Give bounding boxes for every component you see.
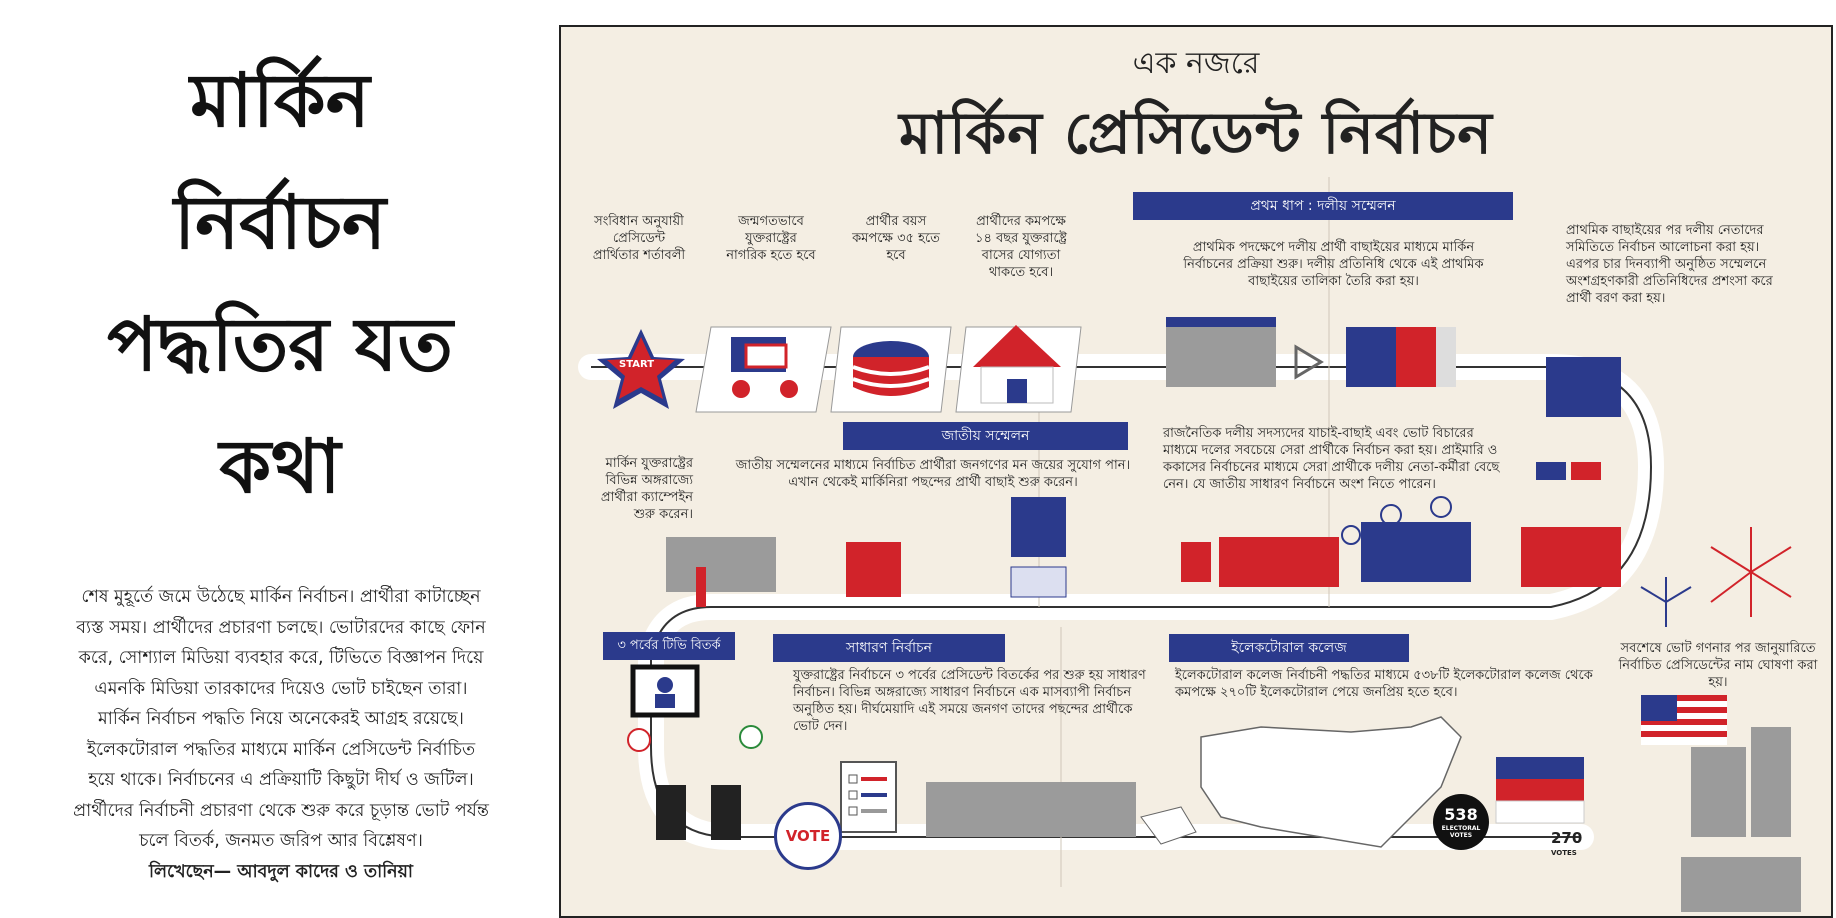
article-intro bbox=[28, 582, 534, 887]
requirement-age: প্রার্থীর বয়স কমপক্ষে ৩৫ হতে হবে bbox=[852, 214, 940, 263]
vote-badge: VOTE bbox=[774, 802, 842, 870]
electoral-college-heading: ইলেকটোরাল কলেজ bbox=[1169, 634, 1409, 662]
convention-text: প্রাথমিক বাছাইয়ের পর দলীয় নেতাদের সমিতিতে নির্বাচন আলোচনা করা হয়। এরপর চার দিনব্যাপী অনুষ্ঠিত সম্মেলনে অংশগ্রহণকারী প্রতিনিধিদের প্রশংসা করে প্রার্থী বরণ করা হয়। bbox=[1566, 223, 1773, 306]
electoral-college-text: ইলেকটোরাল কলেজ নির্বাচনী পদ্ধতির মাধ্যমে ৫৩৮টি ইলেকটোরাল কলেজ থেকে কমপক্ষে ২৭০টি ইলেকটোরাল পেয়ে জনপ্রিয় হতে হবে। bbox=[1175, 668, 1593, 700]
infographic-title: মার্কিন প্রেসিডেন্ট নির্বাচন bbox=[899, 99, 1493, 167]
requirement-citizen: জন্মগতভাবে যুক্তরাষ্ট্রের নাগরিক হতে হবে bbox=[726, 214, 816, 263]
headline-line-4: কথা bbox=[219, 424, 341, 510]
house-icon bbox=[956, 325, 1081, 412]
ballot-paper-icon bbox=[841, 762, 896, 832]
headline-line-1: মার্কিন bbox=[190, 58, 370, 144]
infographic-kicker: এক নজরে bbox=[1132, 46, 1260, 81]
headline-line-3: পদ্ধতির যত bbox=[107, 302, 453, 388]
byline: লিখেছেন— আবদুল কাদের ও তানিয়া bbox=[149, 861, 413, 882]
national-convention-heading: জাতীয় সম্মেলন bbox=[843, 422, 1128, 450]
fireworks-icon bbox=[1641, 527, 1791, 627]
intro-line: করে, সোশ্যাল মিডিয়া ব্যবহার করে, টিভিতে বিজ্ঞাপন দিয়ে bbox=[78, 648, 484, 668]
badge-270: 270 bbox=[1551, 829, 1583, 847]
headline-line-2: নির্বাচন bbox=[173, 180, 387, 266]
intro-line: মার্কিন নির্বাচন পদ্ধতি নিয়ে অনেকেরই আগ্রহ রয়েছে। bbox=[98, 709, 464, 729]
stage1-heading: প্রথম ধাপ : দলীয় সম্মেলন bbox=[1133, 192, 1513, 220]
requirement-residency: প্রার্থীদের কমপক্ষে ১৪ বছর যুক্তরাষ্ট্রে বাসের যোগ্যতা থাকতে হবে। bbox=[975, 214, 1067, 280]
infographic-panel bbox=[559, 25, 1833, 918]
article-headline bbox=[30, 40, 530, 528]
primaries-text: রাজনৈতিক দলীয় সদস্যদের যাচাই-বাছাই এবং ভোট বিচারের মাধ্যমে দলের সবচেয়ে সেরা প্রার্থীকে নির্বাচন করা হয়। প্রাইমারি ও ককাসের নির্বাচনের মাধ্যমে সেরা প্রার্থীকে দলীয় নেতা-কর্মীরা বেছে নেন। যে জাতীয় সাধারণ নির্বাচনে অংশ নিতে পারেন। bbox=[1163, 426, 1500, 492]
badge-538-sub: ELECTORAL VOTES bbox=[1441, 825, 1481, 839]
general-election-heading: সাধারণ নির্বাচন bbox=[773, 634, 1005, 662]
intro-line: এমনকি মিডিয়া তারকাদের দিয়েও ভোট চাইছেন তারা। bbox=[94, 678, 468, 699]
intro-line: ব্যস্ত সময়। প্রার্থীদের প্রচারণা চলছে। ভোটারদের কাছে ফোন bbox=[76, 617, 486, 638]
intro-line: শেষ মুহূর্তে জমে উঠেছে মার্কিন নির্বাচন। প্রার্থীরা কাটাচ্ছেন bbox=[81, 587, 481, 607]
intro-line: প্রার্থীদের নির্বাচনী প্রচারণা থেকে শুরু করে চূড়ান্ত ভোট পর্যন্ত bbox=[73, 800, 489, 821]
intro-line: চলে বিতর্ক, জনমত জরিপ আর বিশ্লেষণ। bbox=[139, 831, 423, 851]
badge-270-sub: VOTES bbox=[1551, 849, 1577, 857]
debate-heading: ৩ পর্বের টিভি বিতর্ক bbox=[603, 632, 735, 660]
badge-538: 538 bbox=[1444, 805, 1478, 824]
primaries-voters-icon bbox=[1181, 497, 1471, 587]
stage1-text: প্রাথমিক পদক্ষেপে দলীয় প্রার্থী বাছাইয়ের মাধ্যমে মার্কিন নির্বাচনের প্রক্রিয়া শুরু। দলীয় প্রতিনিধি থেকে এই প্রাথমিক বাছাইয়ের তালিকা তৈরি করা হয়। bbox=[1183, 240, 1484, 289]
general-election-text: যুক্তরাষ্ট্রের নির্বাচনে ৩ পর্বের প্রেসিডেন্ট বিতর্কের পর শুরু হয় সাধারণ নির্বাচন। বিভিন্ন অঙ্গরাজ্যে সাধারণ নির্বাচনে এক মাসব্যাপী নির্বাচন অনুষ্ঠিত হয়। দীর্ঘমেয়াদি এই সময়ে জনগণ তাদের পছন্দের প্রার্থীকে ভোট দেন। bbox=[793, 668, 1146, 734]
start-label: START bbox=[619, 359, 655, 370]
final-announcement-text: সবশেষে ভোট গণনার পর জানুয়ারিতে নির্বাচিত প্রেসিডেন্টের নাম ঘোষণা করা হয়। bbox=[1618, 641, 1818, 690]
requirement-intro: সংবিধান অনুযায়ী প্রেসিডেন্ট প্রার্থিতার শর্তাবলী bbox=[592, 214, 686, 263]
us-flag-icon bbox=[1641, 695, 1801, 912]
voters-queue-icon bbox=[926, 782, 1136, 837]
birthday-cake-icon bbox=[831, 327, 951, 412]
stroller-icon bbox=[696, 327, 831, 412]
intro-line: ইলেকটোরাল পদ্ধতির মাধ্যমে মার্কিন প্রেসিডেন্ট নির্বাচিত bbox=[86, 739, 476, 760]
campaign-text: মার্কিন যুক্তরাষ্ট্রের বিভিন্ন অঙ্গরাজ্যে প্রার্থীরা ক্যাম্পেইন শুরু করেন। bbox=[600, 456, 693, 522]
intro-line: হয়ে থাকে। নির্বাচনের এ প্রক্রিয়াটি কিছুটা দীর্ঘ ও জটিল। bbox=[88, 770, 474, 790]
national-convention-text: জাতীয় সম্মেলনের মাধ্যমে নির্বাচিত প্রার্থীরা জনগণের মন জয়ের সুযোগ পান। এখান থেকেই মার্কিনিরা পছন্দের প্রার্থী বাছাই শুরু করেন। bbox=[735, 458, 1131, 490]
campaign-crowd-icon bbox=[666, 497, 1066, 607]
convention-crowd-icon bbox=[1521, 357, 1621, 587]
